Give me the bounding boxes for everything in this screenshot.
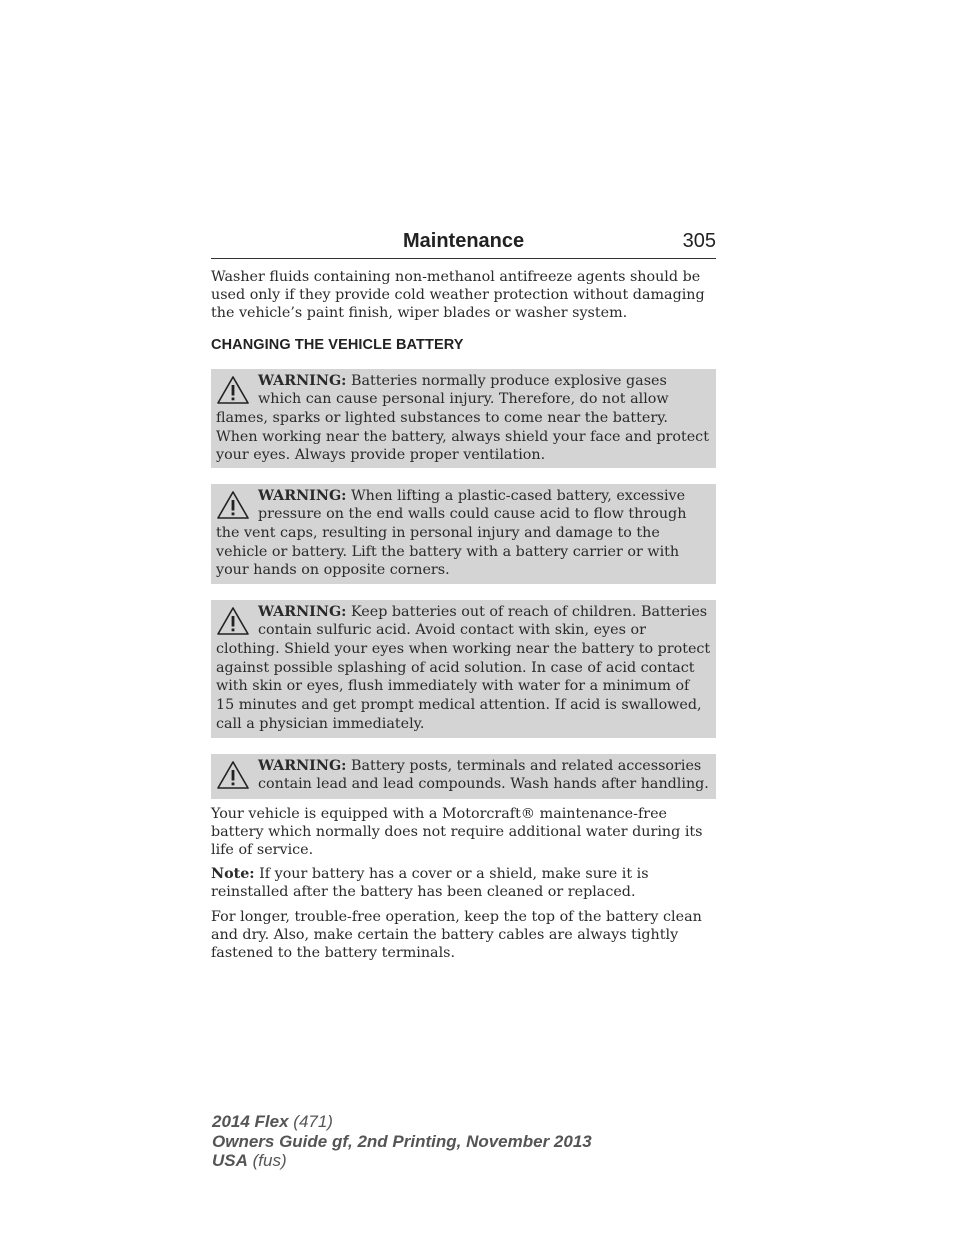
note-text: If your battery has a cover or a shield, make sure it is reinstalled after the battery has been cleaned or replaced. [211, 866, 649, 901]
footer-model-code: (471) [288, 1112, 333, 1131]
warning-text: When lifting a plastic-cased battery, excessive pressure on the end walls could cause acid to flow through the vent caps, resulting in personal injury and damage to the vehicle or battery. Lift the battery with a battery carrier or with your hands on opposite corners. [216, 487, 687, 579]
warning-label: WARNING: [258, 487, 347, 504]
footer-guide-line [212, 1132, 592, 1152]
page-number: 305 [682, 230, 716, 252]
intro-paragraph: Washer fluids containing non-methanol antifreeze agents should be used only if they provide cold weather protection without damaging the vehicle’s paint finish, wiper blades or washer system. [211, 269, 705, 322]
footer-model-line [212, 1112, 592, 1132]
page-title: Maintenance [403, 230, 525, 252]
warning-triangle-icon [216, 490, 250, 520]
footer-region-code: (fus) [247, 1151, 287, 1170]
warning-label: WARNING: [258, 603, 347, 620]
warning-text: Batteries normally produce explosive gases which can cause personal injury. Therefore, do not allow flames, sparks or lighted substances to come near the battery. When working near the battery, always shield your face and protect your eyes. Always provide proper ventilation. [216, 372, 709, 464]
warning-label: WARNING: [258, 757, 347, 774]
warning-text: Keep batteries out of reach of children. Batteries contain sulfuric acid. Avoid contact with skin, eyes or clothing. Shield your eyes when working near the battery to protect against possible splashing of acid solution. In case of acid contact with skin or eyes, flush immediately with water for a minimum of 15 minutes and get prompt medical attention. If acid is swallowed, call a physician immediately. [216, 603, 711, 732]
warning-triangle-icon [216, 760, 250, 790]
warning-label: WARNING: [258, 372, 347, 389]
footer-region: USA [212, 1151, 248, 1170]
footer-model: 2014 Flex [212, 1112, 289, 1131]
motorcraft-paragraph: Your vehicle is equipped with a Motorcraft® maintenance-free battery which normally does not require additional water during its life of service. [211, 805, 703, 859]
warning-box [211, 600, 716, 738]
warning-box [211, 369, 716, 468]
warning-triangle-icon [216, 606, 250, 636]
footer-region-line [212, 1151, 592, 1171]
warning-box [211, 484, 716, 584]
section-heading: CHANGING THE VEHICLE BATTERY [211, 336, 464, 353]
footer-guide: Owners Guide gf, 2nd Printing, November 2013 [212, 1131, 592, 1151]
maintenance-paragraph: For longer, trouble-free operation, keep the top of the battery clean and dry. Also, make certain the battery cables are always tightly fastened to the battery terminals. [211, 908, 702, 962]
manual-page [211, 228, 716, 962]
warning-text: Battery posts, terminals and related accessories contain lead and lead compounds. Wash hands after handling. [258, 757, 709, 793]
warning-triangle-icon [216, 375, 250, 405]
page-header [211, 228, 716, 259]
page-footer [212, 1112, 592, 1171]
note-label: Note: [211, 866, 255, 883]
warning-box [211, 754, 716, 799]
note-paragraph [211, 865, 716, 901]
